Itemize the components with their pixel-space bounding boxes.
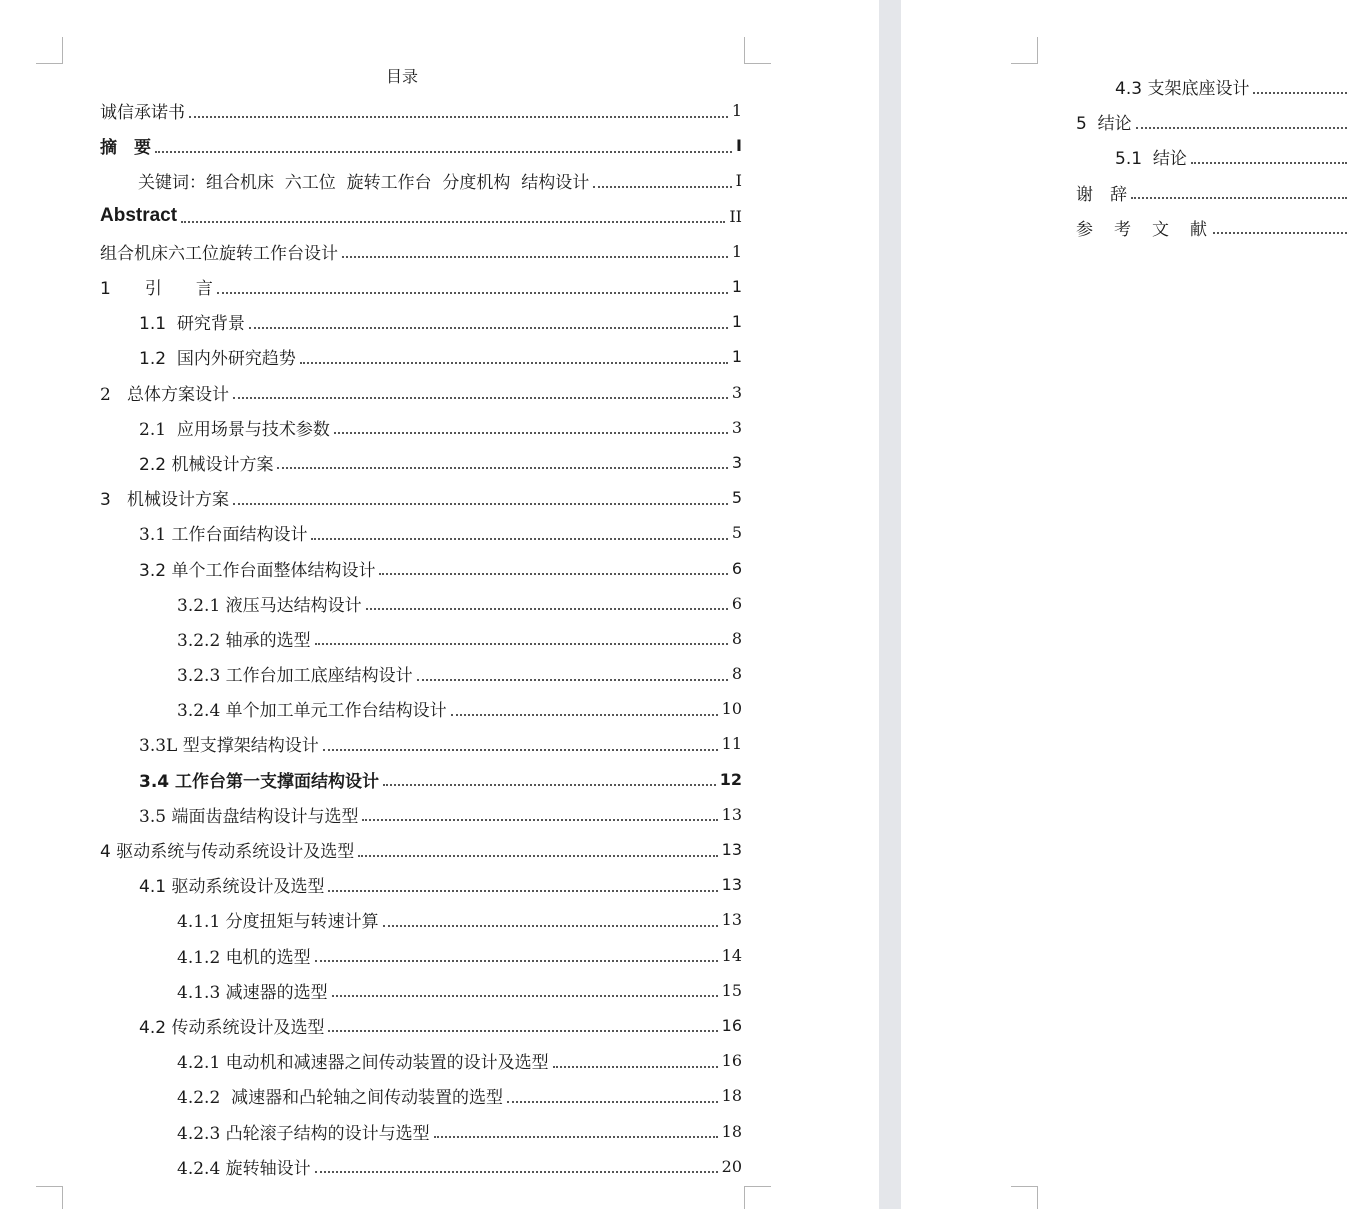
toc-entry[interactable]	[100, 93, 742, 128]
toc-leader-dots	[1136, 127, 1347, 129]
toc-entry-page: 1	[731, 241, 742, 261]
toc-leader-dots	[383, 784, 716, 786]
toc-entry-title: 参 考 文 献	[1076, 219, 1209, 240]
toc-entry[interactable]	[1076, 175, 1350, 210]
toc-entry-title: 2.1 应用场景与技术参数	[139, 419, 330, 440]
toc-entry-page: 8	[731, 628, 742, 648]
toc-entry[interactable]	[100, 234, 742, 269]
toc-entry-title: 3.5 端面齿盘结构设计与选型	[139, 806, 359, 827]
toc-entry[interactable]	[100, 902, 742, 937]
toc-entry[interactable]	[100, 515, 742, 550]
toc-entry-title: 5.1 结论	[1115, 149, 1187, 170]
toc-entry-page: 14	[721, 945, 742, 965]
page-gutter	[879, 0, 901, 1209]
toc-entry[interactable]	[100, 410, 742, 445]
toc-entry-page: 1	[731, 312, 742, 332]
toc-entry[interactable]	[100, 375, 742, 410]
toc-entry-title: 3.2.2 轴承的选型	[177, 630, 311, 651]
toc-entry-title: 3 机械设计方案	[100, 490, 230, 511]
toc-entry-page: 3	[731, 452, 742, 472]
toc-leader-dots	[362, 819, 717, 821]
toc-leader-dots	[328, 1030, 717, 1032]
toc-leader-dots	[323, 749, 718, 751]
toc-entry-title: 4.1.2 电机的选型	[177, 947, 311, 968]
toc-leader-dots	[328, 890, 717, 892]
toc-leader-dots	[507, 1101, 718, 1103]
toc-entry-title: 3.2.3 工作台加工底座结构设计	[177, 666, 413, 687]
toc-entry-title: 诚信承诺书	[100, 103, 185, 124]
toc-entry[interactable]	[1076, 69, 1350, 104]
toc-entry-title: 组合机床六工位旋转工作台设计	[100, 243, 338, 264]
toc-entry[interactable]	[100, 304, 742, 339]
toc-entry[interactable]	[100, 691, 742, 726]
toc-entry[interactable]	[100, 938, 742, 973]
toc-entry-title: 1.1 研究背景	[139, 314, 245, 335]
toc-entry[interactable]	[100, 199, 742, 234]
toc-entry-page: 13	[721, 875, 742, 895]
toc-entry-title: 谢 辞	[1076, 184, 1127, 205]
toc-entry-page: 10	[721, 699, 742, 719]
toc-entry-page: 5	[731, 488, 742, 508]
toc-entry[interactable]	[100, 269, 742, 304]
toc-entry-page: 16	[721, 1051, 742, 1071]
toc-entry[interactable]	[100, 1008, 742, 1043]
toc-entry-page: I	[736, 136, 742, 156]
toc-entry[interactable]	[100, 867, 742, 902]
toc-entry-title: 1 引 言	[100, 279, 213, 300]
toc-entry-page: 16	[721, 1015, 742, 1035]
toc-entry[interactable]	[100, 797, 742, 832]
toc-title: 目录	[385, 67, 418, 86]
toc-entry[interactable]	[100, 480, 742, 515]
toc-leader-dots	[332, 995, 718, 997]
toc-entry[interactable]	[1076, 139, 1350, 174]
toc-entry-title: 4.1.3 减速器的选型	[177, 982, 328, 1003]
toc-entry-page: 8	[731, 664, 742, 684]
toc-leader-dots	[366, 608, 728, 610]
toc-entry-page: 6	[731, 593, 742, 613]
toc-entry-title: 4.1 驱动系统设计及选型	[139, 877, 325, 898]
toc-leader-dots	[1191, 162, 1347, 164]
toc-entry-title: 3.1 工作台面结构设计	[139, 525, 308, 546]
toc-entry[interactable]	[100, 1043, 742, 1078]
toc-entry[interactable]	[100, 445, 742, 480]
toc-entry[interactable]	[100, 973, 742, 1008]
toc-entry-page: 20	[721, 1156, 742, 1176]
table-of-contents-continued	[1076, 69, 1350, 245]
toc-entry[interactable]	[1076, 210, 1350, 245]
toc-leader-dots	[553, 1066, 718, 1068]
toc-entry-title: 2.2 机械设计方案	[139, 454, 274, 475]
toc-entry-page: 12	[719, 769, 742, 789]
toc-leader-dots	[233, 503, 728, 505]
toc-entry-title: 4.2.4 旋转轴设计	[177, 1158, 311, 1179]
toc-leader-dots	[233, 397, 728, 399]
toc-entry-page: 11	[721, 734, 742, 754]
toc-entry-page: 1	[731, 347, 742, 367]
toc-leader-dots	[189, 116, 728, 118]
toc-entry-page: 3	[731, 382, 742, 402]
page-margin-mark-bottom-right	[744, 1186, 771, 1209]
toc-entry-title: 4.2.3 凸轮滚子结构的设计与选型	[177, 1123, 430, 1144]
table-of-contents	[100, 93, 742, 1184]
toc-entry-title: 3.2.4 单个加工单元工作台结构设计	[177, 701, 447, 722]
toc-entry[interactable]	[100, 339, 742, 374]
toc-leader-dots	[315, 960, 718, 962]
toc-entry[interactable]	[100, 762, 742, 797]
toc-leader-dots	[155, 151, 732, 153]
toc-entry-title: 4.2.2 减速器和凸轮轴之间传动装置的选型	[177, 1088, 504, 1109]
toc-entry-page: 3	[731, 417, 742, 437]
toc-entry[interactable]	[100, 832, 742, 867]
toc-leader-dots	[434, 1136, 718, 1138]
toc-leader-dots	[451, 714, 718, 716]
toc-entry-page: 15	[721, 980, 742, 1000]
toc-entry[interactable]	[100, 656, 742, 691]
toc-entry-title: 4.2 传动系统设计及选型	[139, 1017, 325, 1038]
toc-leader-dots	[181, 221, 725, 223]
toc-leader-dots	[383, 925, 718, 927]
toc-entry[interactable]	[1076, 104, 1350, 139]
toc-entry-page: 6	[731, 558, 742, 578]
toc-entry-page: 1	[731, 277, 742, 297]
page-margin-mark-bottom-left	[1011, 1186, 1038, 1209]
document-page-right	[901, 0, 1350, 1209]
toc-entry-page: 5	[731, 523, 742, 543]
toc-entry-title: 3.3L 型支撑架结构设计	[139, 736, 319, 757]
toc-entry[interactable]	[100, 621, 742, 656]
toc-entry[interactable]	[100, 1113, 742, 1148]
toc-entry-title: 3.2.1 液压马达结构设计	[177, 595, 362, 616]
toc-leader-dots	[417, 679, 728, 681]
toc-entry-title: 2 总体方案设计	[100, 384, 230, 405]
toc-entry-page: I	[735, 171, 742, 191]
toc-entry[interactable]	[100, 1149, 742, 1184]
toc-leader-dots	[1131, 197, 1347, 199]
toc-leader-dots	[1213, 232, 1347, 234]
page-margin-mark-bottom-left	[36, 1186, 63, 1209]
toc-entry[interactable]	[100, 550, 742, 585]
toc-entry-page: 13	[721, 840, 742, 860]
toc-leader-dots	[358, 855, 717, 857]
toc-entry-page: II	[729, 206, 742, 226]
toc-entry-title: 4.3 支架底座设计	[1115, 79, 1250, 100]
toc-entry[interactable]	[100, 586, 742, 621]
toc-entry-title: 1.2 国内外研究趋势	[139, 349, 296, 370]
toc-entry[interactable]	[100, 128, 742, 163]
toc-leader-dots	[311, 538, 727, 540]
page-margin-mark-top-left	[36, 37, 63, 64]
page-margin-mark-top-right	[744, 37, 771, 64]
toc-leader-dots	[342, 256, 728, 258]
toc-entry-title: 4.2.1 电动机和减速器之间传动装置的设计及选型	[177, 1053, 549, 1074]
toc-entry-title: 关键词：组合机床 六工位 旋转工作台 分度机构 结构设计	[138, 173, 590, 194]
toc-entry[interactable]	[100, 1078, 742, 1113]
toc-entry-title: 5 结论	[1076, 114, 1132, 135]
toc-entry[interactable]	[100, 163, 742, 198]
toc-leader-dots	[315, 1171, 718, 1173]
toc-leader-dots	[334, 432, 728, 434]
toc-leader-dots	[249, 327, 728, 329]
toc-leader-dots	[277, 467, 727, 469]
toc-entry-title: 3.4 工作台第一支撑面结构设计	[139, 771, 380, 792]
toc-entry-title: 3.2 单个工作台面整体结构设计	[139, 560, 376, 581]
toc-leader-dots	[300, 362, 728, 364]
toc-entry-page: 13	[721, 910, 742, 930]
toc-entry-title: 4 驱动系统与传动系统设计及选型	[100, 842, 355, 863]
toc-leader-dots	[379, 573, 727, 575]
toc-entry[interactable]	[100, 726, 742, 761]
toc-entry-page: 18	[721, 1086, 742, 1106]
page-margin-mark-top-left	[1011, 37, 1038, 64]
toc-leader-dots	[1253, 92, 1347, 94]
toc-entry-page: 18	[721, 1121, 742, 1141]
toc-entry-page: 13	[721, 804, 742, 824]
toc-leader-dots	[593, 186, 731, 188]
toc-leader-dots	[315, 643, 728, 645]
toc-leader-dots	[217, 292, 728, 294]
toc-entry-title: 4.1.1 分度扭矩与转速计算	[177, 912, 379, 933]
toc-entry-title: Abstract	[100, 205, 178, 227]
toc-entry-page: 1	[731, 101, 742, 121]
toc-entry-title: 摘 要	[100, 138, 151, 159]
